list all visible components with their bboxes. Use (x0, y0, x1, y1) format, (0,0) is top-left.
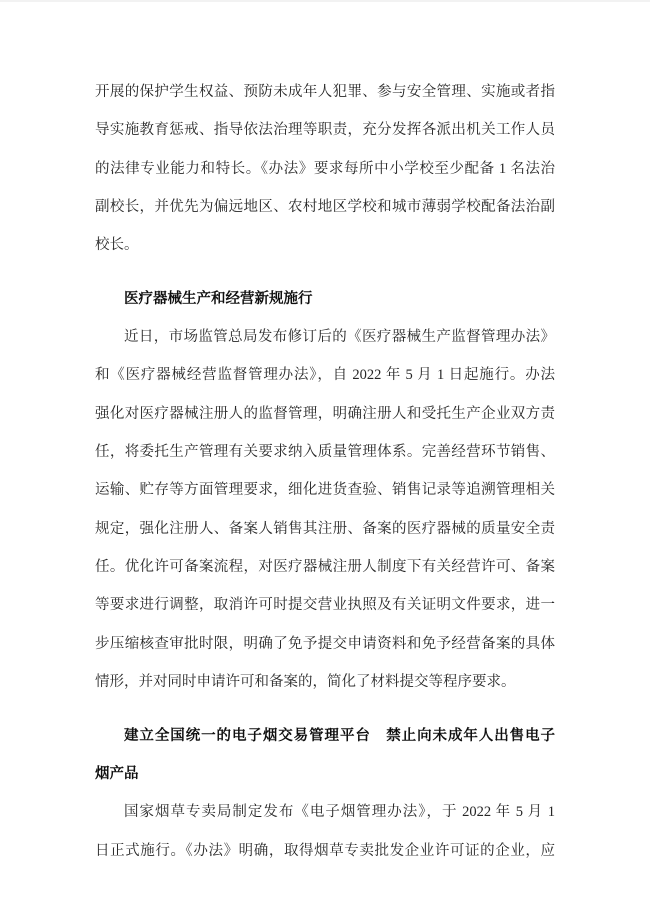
text-line: 任，将委托生产管理有关要求纳入质量管理体系。完善经营环节销售、 (95, 444, 555, 461)
text-line: 导实施教育惩戒、指导依法治理等职责，充分发挥各派出机关工作人员 (95, 122, 555, 139)
text-line: 国家烟草专卖局制定发布《电子烟管理办法》，于 2022 年 5 月 1 (124, 804, 555, 821)
section-heading-ecigarette (95, 717, 555, 794)
paragraph-legal-vice-principal (95, 73, 555, 265)
text-line: 开展的保护学生权益、预防未成年人犯罪、参与安全管理、实施或者指 (95, 84, 555, 100)
heading-line: 烟产品 (95, 765, 139, 782)
scan-artifact-top (0, 0, 650, 2)
text-line: 等要求进行调整，取消许可时提交营业执照及有关证明文件要求，进一 (95, 597, 555, 614)
text-line: 近日，市场监管总局发布修订后的《医疗器械生产监督管理办法》 (124, 329, 555, 346)
text-line: 副校长，并优先为偏远地区、农村地区学校和城市薄弱学校配备法治副 (95, 199, 555, 216)
paragraph-medical-devices (95, 318, 555, 701)
text-line: 步压缩核查审批时限，明确了免予提交申请资料和免予经营备案的具体 (95, 635, 555, 652)
section-heading-medical-devices (95, 280, 555, 318)
text-line: 和《医疗器械经营监督管理办法》，自 2022 年 5 月 1 日起施行。办法 (95, 367, 555, 384)
heading-line: 建立全国统一的电子烟交易管理平台 禁止向未成年人出售电子 (124, 727, 555, 744)
heading-line: 医疗器械生产和经营新规施行 (124, 290, 313, 307)
text-line: 任。优化许可备案流程，对医疗器械注册人制度下有关经营许可、备案 (95, 559, 555, 576)
text-line: 的法律专业能力和特长。《办法》要求每所中小学校至少配备 1 名法治 (95, 160, 555, 177)
text-line: 日正式施行。《办法》明确，取得烟草专卖批发企业许可证的企业，应 (95, 842, 555, 859)
text-line: 情形，并对同时申请许可和备案的，简化了材料提交等程序要求。 (95, 674, 516, 691)
page-content (95, 73, 555, 870)
paragraph-ecigarette (95, 793, 555, 870)
text-line: 强化对医疗器械注册人的监督管理，明确注册人和受托生产企业双方责 (95, 405, 555, 422)
text-line: 规定，强化注册人、备案人销售其注册、备案的医疗器械的质量安全责 (95, 520, 555, 537)
text-line: 校长。 (95, 237, 139, 254)
text-line: 运输、贮存等方面管理要求，细化进货查验、销售记录等追溯管理相关 (95, 482, 555, 499)
